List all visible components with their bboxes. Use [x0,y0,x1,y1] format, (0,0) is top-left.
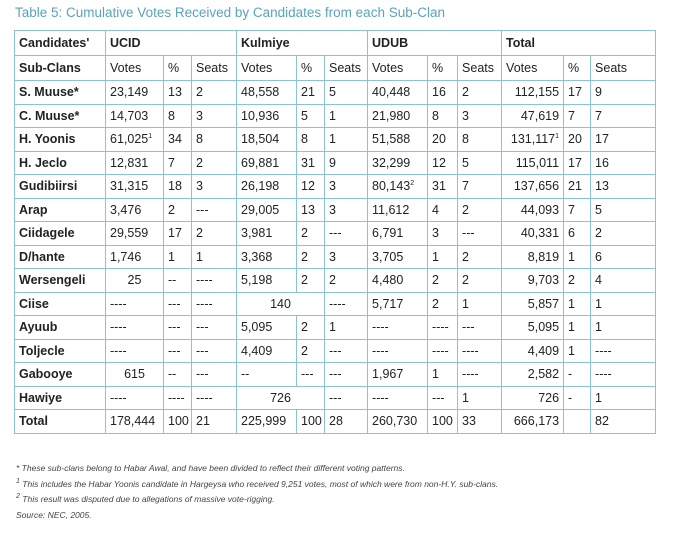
total-percent-cell [564,410,591,434]
total-votes-cell: 2,582 [502,363,564,387]
table-row [15,198,656,222]
subclan-name: S. Muuse* [15,81,106,105]
udub-votes-cell: 1,967 [368,363,428,387]
table-title: Table 5: Cumulative Votes Received by Candidates from each Sub-Clan [15,5,445,20]
ucid-votes-cell: ---- [106,339,164,363]
total-percent-cell: 1 [564,245,591,269]
ucid-percent-cell: --- [164,292,192,316]
total-seats-cell: 1 [591,292,656,316]
footnotes [16,461,498,523]
kulmiye-votes-cell: 225,999 [237,410,297,434]
total-percent-cell: - [564,363,591,387]
udub-seats-cell: 2 [458,245,502,269]
header-votes-label: Votes [237,56,297,81]
footnote-ref: 1 [148,133,153,141]
ucid-percent-cell: 18 [164,175,192,199]
subclan-name: D/hante [15,245,106,269]
kulmiye-votes-cell: 18,504 [237,128,297,152]
kulmiye-percent-cell: 5 [297,104,325,128]
subclan-name: Gabooye [15,363,106,387]
total-votes-cell: 47,619 [502,104,564,128]
table-row [15,175,656,199]
table-row [15,292,656,316]
udub-votes-cell: 3,705 [368,245,428,269]
header-row-parties [15,31,656,56]
total-seats-cell: ---- [591,363,656,387]
header-percent-label: % [164,56,192,81]
header-subclans-line1: Candidates' [15,31,106,56]
udub-seats-cell: 8 [458,128,502,152]
kulmiye-votes-cell: 726 [237,386,325,410]
kulmiye-percent-cell: 100 [297,410,325,434]
kulmiye-votes-cell: -- [237,363,297,387]
total-row [15,410,656,434]
ucid-seats-cell: --- [192,339,237,363]
udub-seats-cell: 3 [458,104,502,128]
udub-seats-cell: 33 [458,410,502,434]
total-percent-cell: 17 [564,81,591,105]
udub-percent-cell: 1 [428,363,458,387]
kulmiye-percent-cell: 2 [297,222,325,246]
total-votes-cell: 8,819 [502,245,564,269]
ucid-votes-cell: 23,149 [106,81,164,105]
total-seats-cell: 4 [591,269,656,293]
kulmiye-seats-cell: 3 [325,175,368,199]
udub-votes-cell: 260,730 [368,410,428,434]
table-row [15,245,656,269]
kulmiye-seats-cell: 2 [325,269,368,293]
header-seats-label: Seats [192,56,237,81]
kulmiye-percent-cell: 2 [297,269,325,293]
kulmiye-seats-cell: 3 [325,198,368,222]
header-party-udub: UDUB [368,31,502,56]
total-votes-cell: 9,703 [502,269,564,293]
ucid-seats-cell: 3 [192,175,237,199]
header-votes-label: Votes [106,56,164,81]
udub-seats-cell: 1 [458,386,502,410]
subclan-name: H. Jeclo [15,151,106,175]
ucid-percent-cell: 17 [164,222,192,246]
ucid-percent-cell: 13 [164,81,192,105]
ucid-votes-cell: 14,703 [106,104,164,128]
subclan-name: Wersengeli [15,269,106,293]
votes-table [14,30,656,434]
total-votes-cell: 131,117$^1$ [502,128,564,152]
kulmiye-percent-cell: 21 [297,81,325,105]
udub-percent-cell: 8 [428,104,458,128]
udub-seats-cell: 5 [458,151,502,175]
ucid-votes-cell: 31,315 [106,175,164,199]
ucid-seats-cell: ---- [192,292,237,316]
total-votes-cell: 40,331 [502,222,564,246]
ucid-votes-cell: 178,444 [106,410,164,434]
udub-votes-cell: 4,480 [368,269,428,293]
ucid-votes-cell: 3,476 [106,198,164,222]
header-seats-label: Seats [591,56,656,81]
ucid-votes-cell: 61,025$^1$ [106,128,164,152]
table-row [15,386,656,410]
ucid-votes-cell: 12,831 [106,151,164,175]
total-seats-cell: ---- [591,339,656,363]
subclan-name: H. Yoonis [15,128,106,152]
subclan-name: Hawiye [15,386,106,410]
total-percent-cell: 7 [564,198,591,222]
kulmiye-votes-cell: 4,409 [237,339,297,363]
kulmiye-percent-cell: 13 [297,198,325,222]
total-votes-cell: 112,155 [502,81,564,105]
ucid-percent-cell: 100 [164,410,192,434]
kulmiye-seats-cell: 1 [325,128,368,152]
ucid-seats-cell: --- [192,198,237,222]
header-party-kulmiye: Kulmiye [237,31,368,56]
ucid-seats-cell: 2 [192,81,237,105]
kulmiye-seats-cell: --- [325,386,368,410]
udub-votes-cell: 6,791 [368,222,428,246]
ucid-votes-cell: 29,559 [106,222,164,246]
total-percent-cell: 21 [564,175,591,199]
ucid-seats-cell: --- [192,316,237,340]
kulmiye-seats-cell: --- [325,222,368,246]
kulmiye-votes-cell: 69,881 [237,151,297,175]
total-percent-cell: 1 [564,316,591,340]
total-votes-cell: 44,093 [502,198,564,222]
udub-percent-cell: ---- [428,339,458,363]
ucid-percent-cell: 8 [164,104,192,128]
header-percent-label: % [428,56,458,81]
udub-seats-cell: ---- [458,339,502,363]
subclan-name: Toljecle [15,339,106,363]
kulmiye-seats-cell: 1 [325,104,368,128]
ucid-percent-cell: --- [164,316,192,340]
table-row [15,128,656,152]
kulmiye-seats-cell: 5 [325,81,368,105]
kulmiye-percent-cell: 12 [297,175,325,199]
udub-votes-cell: ---- [368,386,428,410]
kulmiye-percent-cell: --- [297,363,325,387]
header-percent-label: % [297,56,325,81]
ucid-seats-cell: 2 [192,151,237,175]
udub-percent-cell: 12 [428,151,458,175]
footnote-ref: 2 [410,180,415,188]
ucid-percent-cell: 2 [164,198,192,222]
subclan-name: C. Muuse* [15,104,106,128]
total-percent-cell: - [564,386,591,410]
kulmiye-votes-cell: 5,198 [237,269,297,293]
kulmiye-seats-cell: 3 [325,245,368,269]
udub-seats-cell: --- [458,222,502,246]
kulmiye-votes-cell: 3,981 [237,222,297,246]
kulmiye-percent-cell: 8 [297,128,325,152]
source-note: Source: NEC, 2005. [16,509,92,520]
ucid-percent-cell: -- [164,363,192,387]
subclan-name: Arap [15,198,106,222]
subclan-name: Ciidagele [15,222,106,246]
total-votes-cell: 137,656 [502,175,564,199]
header-subclans-line2: Sub-Clans [15,56,106,81]
kulmiye-votes-cell: 140 [237,292,325,316]
ucid-votes-cell: ---- [106,386,164,410]
total-percent-cell: 2 [564,269,591,293]
ucid-seats-cell: 21 [192,410,237,434]
kulmiye-votes-cell: 26,198 [237,175,297,199]
kulmiye-seats-cell: 9 [325,151,368,175]
total-seats-cell: 7 [591,104,656,128]
ucid-percent-cell: ---- [164,386,192,410]
kulmiye-seats-cell: 28 [325,410,368,434]
total-percent-cell: 20 [564,128,591,152]
table-row [15,339,656,363]
kulmiye-seats-cell: --- [325,339,368,363]
ucid-seats-cell: --- [192,363,237,387]
udub-percent-cell: 16 [428,81,458,105]
udub-percent-cell: 20 [428,128,458,152]
kulmiye-percent-cell: 31 [297,151,325,175]
udub-percent-cell: ---- [428,316,458,340]
udub-percent-cell: 1 [428,245,458,269]
udub-votes-cell: ---- [368,339,428,363]
total-seats-cell: 5 [591,198,656,222]
header-row-labels [15,56,656,81]
udub-votes-cell: 21,980 [368,104,428,128]
subclan-name: Ciise [15,292,106,316]
udub-percent-cell: 3 [428,222,458,246]
kulmiye-seats-cell: ---- [325,292,368,316]
total-percent-cell: 6 [564,222,591,246]
ucid-seats-cell: ---- [192,269,237,293]
ucid-seats-cell: ---- [192,386,237,410]
ucid-votes-cell: 1,746 [106,245,164,269]
table-row [15,81,656,105]
total-seats-cell: 13 [591,175,656,199]
total-seats-cell: 1 [591,316,656,340]
total-seats-cell: 1 [591,386,656,410]
footnote-1: $^1$ This includes the Habar Yoonis candidate in Hargeysa who received 9,251 votes, most of which were from non-H.Y. sub-clans. [16,477,499,489]
total-percent-cell: 1 [564,292,591,316]
kulmiye-votes-cell: 10,936 [237,104,297,128]
udub-seats-cell: ---- [458,363,502,387]
ucid-votes-cell: ---- [106,292,164,316]
total-seats-cell: 6 [591,245,656,269]
total-votes-cell: 4,409 [502,339,564,363]
ucid-percent-cell: 7 [164,151,192,175]
udub-votes-cell: 11,612 [368,198,428,222]
ucid-percent-cell: 1 [164,245,192,269]
udub-votes-cell: 5,717 [368,292,428,316]
total-seats-cell: 17 [591,128,656,152]
table-row [15,363,656,387]
ucid-votes-cell: 615 [106,363,164,387]
header-votes-label: Votes [502,56,564,81]
udub-percent-cell: --- [428,386,458,410]
kulmiye-votes-cell: 29,005 [237,198,297,222]
udub-seats-cell: 2 [458,269,502,293]
total-votes-cell: 666,173 [502,410,564,434]
total-percent-cell: 1 [564,339,591,363]
ucid-seats-cell: 3 [192,104,237,128]
udub-seats-cell: 1 [458,292,502,316]
total-votes-cell: 5,095 [502,316,564,340]
ucid-seats-cell: 8 [192,128,237,152]
kulmiye-votes-cell: 5,095 [237,316,297,340]
udub-votes-cell: 51,588 [368,128,428,152]
udub-percent-cell: 2 [428,269,458,293]
header-votes-label: Votes [368,56,428,81]
ucid-votes-cell: ---- [106,316,164,340]
total-votes-cell: 5,857 [502,292,564,316]
udub-percent-cell: 4 [428,198,458,222]
ucid-percent-cell: -- [164,269,192,293]
header-party-ucid: UCID [106,31,237,56]
udub-seats-cell: 7 [458,175,502,199]
total-seats-cell: 2 [591,222,656,246]
footnote-ref: 1 [555,133,560,141]
footnote-1-mark: 1 [16,477,20,485]
udub-seats-cell: 2 [458,198,502,222]
udub-seats-cell: 2 [458,81,502,105]
kulmiye-votes-cell: 3,368 [237,245,297,269]
table-row [15,316,656,340]
kulmiye-percent-cell: 2 [297,245,325,269]
total-seats-cell: 9 [591,81,656,105]
ucid-percent-cell: --- [164,339,192,363]
udub-percent-cell: 31 [428,175,458,199]
udub-votes-cell: 32,299 [368,151,428,175]
udub-votes-cell: 40,448 [368,81,428,105]
udub-votes-cell: 80,143$^2$ [368,175,428,199]
table-row [15,104,656,128]
kulmiye-votes-cell: 48,558 [237,81,297,105]
udub-seats-cell: --- [458,316,502,340]
subclan-name: Ayuub [15,316,106,340]
total-votes-cell: 115,011 [502,151,564,175]
subclan-name: Gudibiirsi [15,175,106,199]
subclan-name: Total [15,410,106,434]
udub-percent-cell: 100 [428,410,458,434]
header-seats-label: Seats [325,56,368,81]
kulmiye-seats-cell: 1 [325,316,368,340]
udub-votes-cell: ---- [368,316,428,340]
header-seats-label: Seats [458,56,502,81]
udub-percent-cell: 2 [428,292,458,316]
header-percent-label: % [564,56,591,81]
total-seats-cell: 16 [591,151,656,175]
kulmiye-percent-cell: 2 [297,316,325,340]
total-percent-cell: 7 [564,104,591,128]
ucid-percent-cell: 34 [164,128,192,152]
total-votes-cell: 726 [502,386,564,410]
kulmiye-seats-cell: --- [325,363,368,387]
footnote-2-mark: 2 [16,493,20,501]
total-percent-cell: 17 [564,151,591,175]
table-row [15,222,656,246]
ucid-seats-cell: 1 [192,245,237,269]
ucid-votes-cell: 25 [106,269,164,293]
footnote-asterisk: * These sub-clans belong to Habar Awal, and have been divided to reflect their different voting patterns. [16,463,405,473]
kulmiye-percent-cell: 2 [297,339,325,363]
header-party-total: Total [502,31,656,56]
ucid-seats-cell: 2 [192,222,237,246]
table-row [15,151,656,175]
table-row [15,269,656,293]
footnote-2: $^2$ This result was disputed due to allegations of massive vote-rigging. [16,493,275,504]
total-seats-cell: 82 [591,410,656,434]
